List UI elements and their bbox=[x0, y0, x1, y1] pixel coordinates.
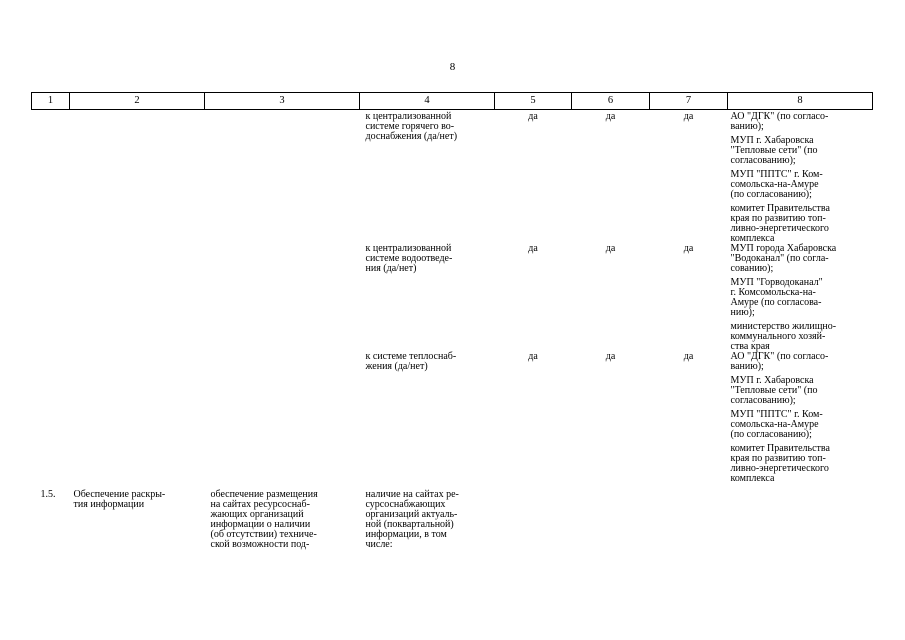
responsible-org: МУП г. Хабаровска "Тепловые сети" (по согласованию); bbox=[730, 135, 818, 166]
responsible-org: АО "ДГК" (по согласо- ванию); bbox=[730, 351, 829, 372]
value-2021: да bbox=[605, 111, 616, 122]
responsible-org: АО "ДГК" (по согласо- ванию); bbox=[730, 111, 829, 132]
table-row bbox=[32, 352, 873, 484]
responsible-cell bbox=[728, 352, 873, 484]
table-row bbox=[32, 244, 873, 352]
responsible-cell bbox=[728, 244, 873, 352]
column-number: 2 bbox=[70, 93, 205, 110]
table-row bbox=[32, 484, 873, 550]
column-number: 4 bbox=[360, 93, 495, 110]
responsible-org: МУП "Горводоканал" г. Комсомольска-на- Амуре (по согласова- нию); bbox=[730, 277, 823, 318]
indicator-cell: к централизованной системе горячего во- доснабжения (да/нет) bbox=[365, 111, 458, 142]
item-number: 1.5. bbox=[40, 489, 56, 500]
column-number-row bbox=[32, 93, 873, 110]
value-2020: да bbox=[528, 351, 538, 362]
column-number: 8 bbox=[728, 93, 873, 110]
value-2021: да bbox=[605, 351, 616, 362]
column-number: 7 bbox=[650, 93, 728, 110]
responsible-org: комитет Правительства края по развитию топ- ливно-энергетического комплекса bbox=[730, 203, 830, 244]
responsible-cell bbox=[728, 110, 873, 245]
table-row bbox=[32, 110, 873, 245]
value-2022: да bbox=[683, 351, 694, 362]
column-number: 1 bbox=[32, 93, 70, 110]
value-2020: да bbox=[528, 243, 538, 254]
indicator-cell: наличие на сайтах ре- сурсоснабжающих организаций актуаль- ной (поквартальной) информации, в том числе: bbox=[365, 489, 459, 550]
page-number: 8 bbox=[449, 61, 456, 73]
column-number: 6 bbox=[572, 93, 650, 110]
column-number: 3 bbox=[205, 93, 360, 110]
responsible-org: комитет Правительства края по развитию топ- ливно-энергетического комплекса bbox=[730, 443, 830, 484]
responsible-org: МУП "ППТС" г. Ком- сомольска-на-Амуре (по согласованию); bbox=[730, 169, 823, 200]
responsible-org: министерство жилищно- коммунального хозяй- ства края bbox=[730, 321, 837, 352]
task-cell: Обеспечение раскры- тия информации bbox=[73, 489, 166, 510]
indicator-cell: к централизованной системе водоотведе- ния (да/нет) bbox=[365, 243, 453, 274]
value-2020: да bbox=[528, 111, 538, 122]
measure-cell: обеспечение размещения на сайтах ресурсоснаб- жающих организаций информации о наличии (об отсутствии) техниче- ской возможности под- bbox=[210, 489, 318, 550]
indicator-cell: к системе теплоснаб- жения (да/нет) bbox=[365, 351, 457, 372]
column-number: 5 bbox=[495, 93, 572, 110]
value-2021: да bbox=[605, 243, 616, 254]
responsible-org: МУП города Хабаровска "Водоканал" (по согла- сованию); bbox=[730, 243, 837, 274]
value-2022: да bbox=[683, 111, 694, 122]
value-2022: да bbox=[683, 243, 694, 254]
responsible-org: МУП г. Хабаровска "Тепловые сети" (по согласованию); bbox=[730, 375, 818, 406]
plan-table bbox=[31, 92, 873, 550]
responsible-org: МУП "ППТС" г. Ком- сомольска-на-Амуре (по согласованию); bbox=[730, 409, 823, 440]
